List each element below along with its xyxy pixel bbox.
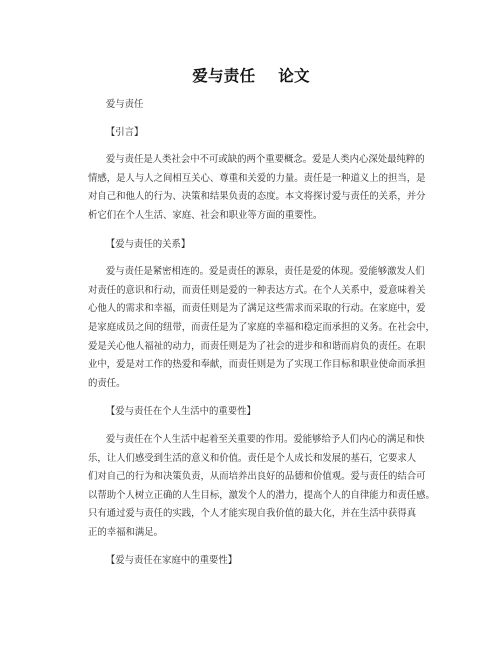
paragraph-line: 业中，爱是对工作的热爱和奉献，而责任则是为了实现工作目标和职业使命而承担 [88, 359, 426, 371]
paragraph-line: 爱与责任是紧密相连的。爱是责任的源泉，责任是爱的体现。爱能够激发人们 [105, 266, 425, 278]
paragraph-line: 爱与责任在个人生活中起着至关重要的作用。爱能够给予人们内心的满足和快 [105, 433, 425, 445]
document-body [88, 96, 435, 571]
paragraph-line: 对责任的意识和行动，而责任则是爱的一种表达方式。在个人关系中，爱意味着关 [88, 284, 426, 296]
section-paragraph-intro [88, 151, 426, 225]
paragraph-line: 乐，让人们感受到生活的意义和价值。责任是个人成长和发展的基石，它要求人 [88, 452, 417, 464]
section-heading-relationship: 【爱与责任的关系】 [105, 238, 191, 250]
section-heading-intro: 【引言】 [105, 126, 144, 138]
document-subtitle: 爱与责任 [105, 99, 144, 110]
paragraph-line: 对自己和他人的行为、决策和结果负责的态度。本文将探讨爱与责任的关系，并分 [88, 191, 426, 203]
section-paragraph-personal-life [88, 431, 435, 543]
document-title: 爱与责任 论文 [192, 67, 310, 85]
paragraph-line: 以帮助个人树立正确的人生目标，激发个人的潜力，提高个人的自律能力和责任感。 [88, 489, 435, 501]
paragraph-line: 析它们在个人生活、家庭、社会和职业等方面的重要性。 [88, 209, 323, 221]
paragraph-line: 只有通过爱与责任的实践，个人才能实现自我价值的最大化，并在生活中获得真 [88, 508, 417, 520]
paragraph-line: 爱与责任是人类社会中不可或缺的两个重要概念。爱是人类内心深处最纯粹的 [105, 154, 425, 166]
paragraph-line: 们对自己的行为和决策负责，从而培养出良好的品德和价值观。爱与责任的结合可 [88, 471, 426, 483]
paragraph-line: 正的幸福和满足。 [88, 526, 164, 538]
paragraph-line: 情感，是人与人之间相互关心、尊重和关爱的力量。责任是一种道义上的担当，是 [88, 172, 426, 184]
paragraph-line: 心他人的需求和幸福，而责任则是为了满足这些需求而采取的行动。在家庭中，爱 [88, 303, 426, 315]
paragraph-line: 的责任。 [88, 377, 126, 389]
paragraph-line: 爱是关心他人福祉的动力，而责任则是为了社会的进步和和谐而肩负的责任。在职 [88, 340, 426, 352]
section-paragraph-relationship [88, 263, 435, 393]
paragraph-line: 是家庭成员之间的纽带，而责任是为了家庭的幸福和稳定而承担的义务。在社会中， [88, 321, 435, 333]
section-heading-personal-life: 【爱与责任在个人生活中的重要性】 [105, 406, 256, 418]
section-heading-family: 【爱与责任在家庭中的重要性】 [105, 555, 238, 567]
